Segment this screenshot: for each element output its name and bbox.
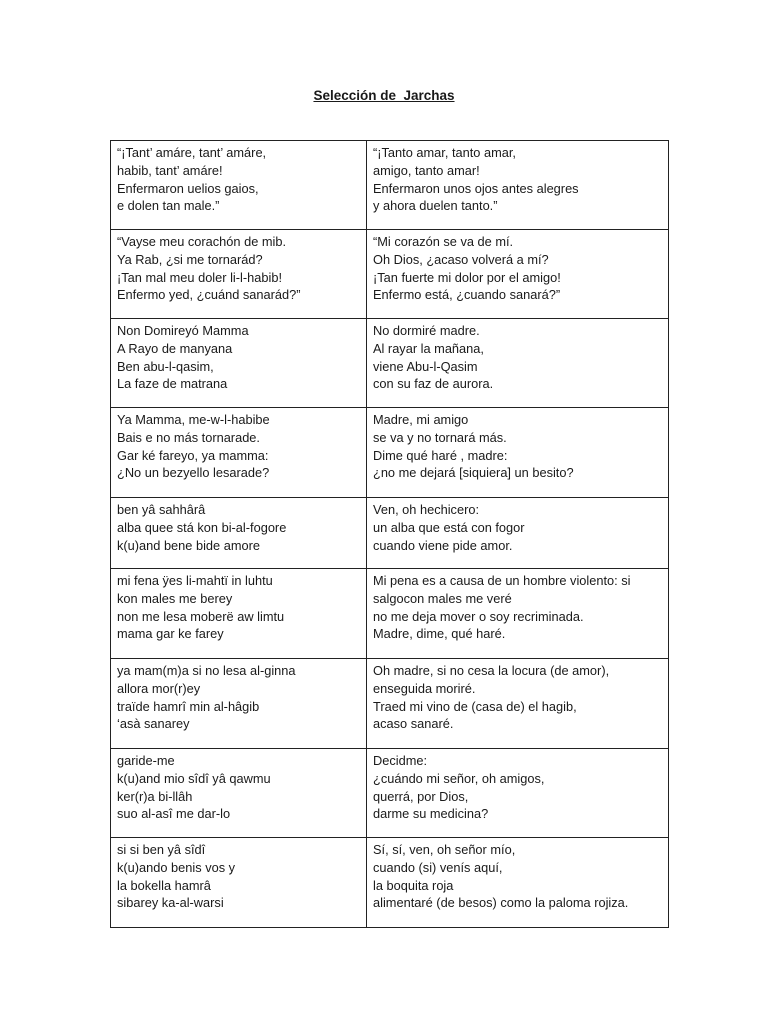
verse-line: Decidme: xyxy=(373,753,428,768)
verse-line: viene Abu-l-Qasim xyxy=(373,358,478,374)
verse-line: alimentaré (de besos) como la paloma rojiza. xyxy=(373,895,629,911)
verse-line: k(u)and mio sîdî yâ qawmu xyxy=(117,770,271,786)
verse-line: Enfermaron uelios gaios, xyxy=(117,180,259,196)
table-row xyxy=(111,838,669,928)
verse-line: Oh Dios, ¿acaso volverá a mí? xyxy=(373,251,549,267)
jarcha-translation-cell xyxy=(367,230,669,319)
verse-line: ker(r)a bi-llâh xyxy=(117,788,193,804)
verse-line: k(u)and bene bide amore xyxy=(117,537,260,553)
verse-line: ben yâ sahhârâ xyxy=(117,502,206,517)
verse-line: ¡Tan mal meu doler li-l-habib! xyxy=(117,269,283,285)
verse-line: A Rayo de manyana xyxy=(117,340,233,356)
verse-line: ‘asà sanarey xyxy=(117,716,190,732)
verse-line: enseguida moriré. xyxy=(373,680,476,696)
table-row xyxy=(111,408,669,498)
jarchas-table-body xyxy=(111,141,669,928)
verse-line: non me lesa moberë aw limtu xyxy=(117,608,285,624)
verse-line: Enfermaron unos ojos antes alegres xyxy=(373,180,579,196)
verse-line: acaso sanaré. xyxy=(373,716,454,732)
verse-line: la bokella hamrâ xyxy=(117,877,211,893)
verse-line: habib, tant’ amáre! xyxy=(117,162,223,178)
verse-line: amigo, tanto amar! xyxy=(373,162,480,178)
jarcha-translation-cell xyxy=(367,319,669,408)
verse-line: salgocon males me veré xyxy=(373,590,512,606)
verse-line: Bais e no más tornarade. xyxy=(117,429,260,445)
verse-line: querrá, por Dios, xyxy=(373,788,469,804)
page-title: Selección de Jarchas xyxy=(313,88,455,103)
jarcha-translation-cell xyxy=(367,498,669,569)
verse-line: traïde hamrî min al-hâgib xyxy=(117,698,260,714)
jarcha-translation-cell xyxy=(367,141,669,230)
verse-line: la boquita roja xyxy=(373,877,454,893)
verse-line: “Mi corazón se va de mí. xyxy=(373,234,514,249)
verse-line: si si ben yâ sîdî xyxy=(117,842,206,857)
verse-line: Madre, dime, qué haré. xyxy=(373,626,506,642)
verse-line: Al rayar la mañana, xyxy=(373,340,484,356)
verse-line: mi fena ÿes li-mahtï in luhtu xyxy=(117,573,273,588)
table-row xyxy=(111,498,669,569)
verse-line: suo al-asî me dar-lo xyxy=(117,806,231,822)
verse-line: darme su medicina? xyxy=(373,806,489,822)
verse-line: Dime qué haré , madre: xyxy=(373,447,508,463)
verse-line: Enfermo yed, ¿cuánd sanarád?” xyxy=(117,287,301,303)
verse-line: k(u)ando benis vos y xyxy=(117,859,236,875)
table-row xyxy=(111,569,669,659)
verse-line: “¡Tanto amar, tanto amar, xyxy=(373,145,516,160)
verse-line: garide-me xyxy=(117,753,175,768)
verse-line: cuando viene pide amor. xyxy=(373,537,513,553)
table-row xyxy=(111,230,669,319)
table-row xyxy=(111,749,669,838)
jarcha-translation-cell xyxy=(367,408,669,498)
jarcha-original-cell xyxy=(111,498,367,569)
verse-line: Ven, oh hechicero: xyxy=(373,502,480,517)
verse-line: Traed mi vino de (casa de) el hagib, xyxy=(373,698,577,714)
verse-line: Enfermo está, ¿cuando sanará?” xyxy=(373,287,561,303)
verse-line: Madre, mi amigo xyxy=(373,412,469,427)
verse-line: mama gar ke farey xyxy=(117,626,224,642)
jarcha-original-cell xyxy=(111,749,367,838)
verse-line: con su faz de aurora. xyxy=(373,376,494,392)
verse-line: ¿cuándo mi señor, oh amigos, xyxy=(373,770,545,786)
verse-line: “¡Tant’ amáre, tant’ amáre, xyxy=(117,145,267,160)
jarcha-translation-cell xyxy=(367,659,669,749)
verse-line: Sí, sí, ven, oh señor mío, xyxy=(373,842,516,857)
jarcha-translation-cell xyxy=(367,569,669,659)
table-row xyxy=(111,659,669,749)
verse-line: cuando (si) venís aquí, xyxy=(373,859,503,875)
verse-line: allora mor(r)ey xyxy=(117,680,201,696)
verse-line: ¡Tan fuerte mi dolor por el amigo! xyxy=(373,269,561,285)
verse-line: no me deja mover o soy recriminada. xyxy=(373,608,584,624)
verse-line: “Vayse meu corachón de mib. xyxy=(117,234,287,249)
verse-line: Non Domireyó Mamma xyxy=(117,323,249,338)
verse-line: un alba que está con fogor xyxy=(373,519,525,535)
verse-line: Ya Rab, ¿si me tornarád? xyxy=(117,251,263,267)
verse-line: alba quee stá kon bi-al-fogore xyxy=(117,519,287,535)
jarcha-original-cell xyxy=(111,141,367,230)
verse-line: ¿no me dejará [siquiera] un besito? xyxy=(373,465,574,481)
verse-line: y ahora duelen tanto.” xyxy=(373,198,498,214)
jarcha-original-cell xyxy=(111,230,367,319)
verse-line: se va y no tornará más. xyxy=(373,429,507,445)
verse-line: e dolen tan male.” xyxy=(117,198,220,214)
verse-line: ya mam(m)a si no lesa al-ginna xyxy=(117,663,296,678)
jarcha-original-cell xyxy=(111,838,367,928)
verse-line: No dormiré madre. xyxy=(373,323,480,338)
verse-line: Mi pena es a causa de un hombre violento: si xyxy=(373,573,631,588)
verse-line: La faze de matrana xyxy=(117,376,228,392)
jarcha-original-cell xyxy=(111,408,367,498)
verse-line: Gar ké fareyo, ya mamma: xyxy=(117,447,269,463)
jarcha-original-cell xyxy=(111,569,367,659)
jarcha-translation-cell xyxy=(367,838,669,928)
verse-line: kon males me berey xyxy=(117,590,233,606)
jarchas-table xyxy=(110,140,669,928)
verse-line: sibarey ka-al-warsi xyxy=(117,895,224,911)
verse-line: Oh madre, si no cesa la locura (de amor), xyxy=(373,663,610,678)
jarcha-translation-cell xyxy=(367,749,669,838)
table-row xyxy=(111,319,669,408)
verse-line: Ya Mamma, me-w-l-habibe xyxy=(117,412,270,427)
jarcha-original-cell xyxy=(111,319,367,408)
table-row xyxy=(111,141,669,230)
verse-line: Ben abu-l-qasim, xyxy=(117,358,214,374)
jarcha-original-cell xyxy=(111,659,367,749)
verse-line: ¿No un bezyello lesarade? xyxy=(117,465,270,481)
